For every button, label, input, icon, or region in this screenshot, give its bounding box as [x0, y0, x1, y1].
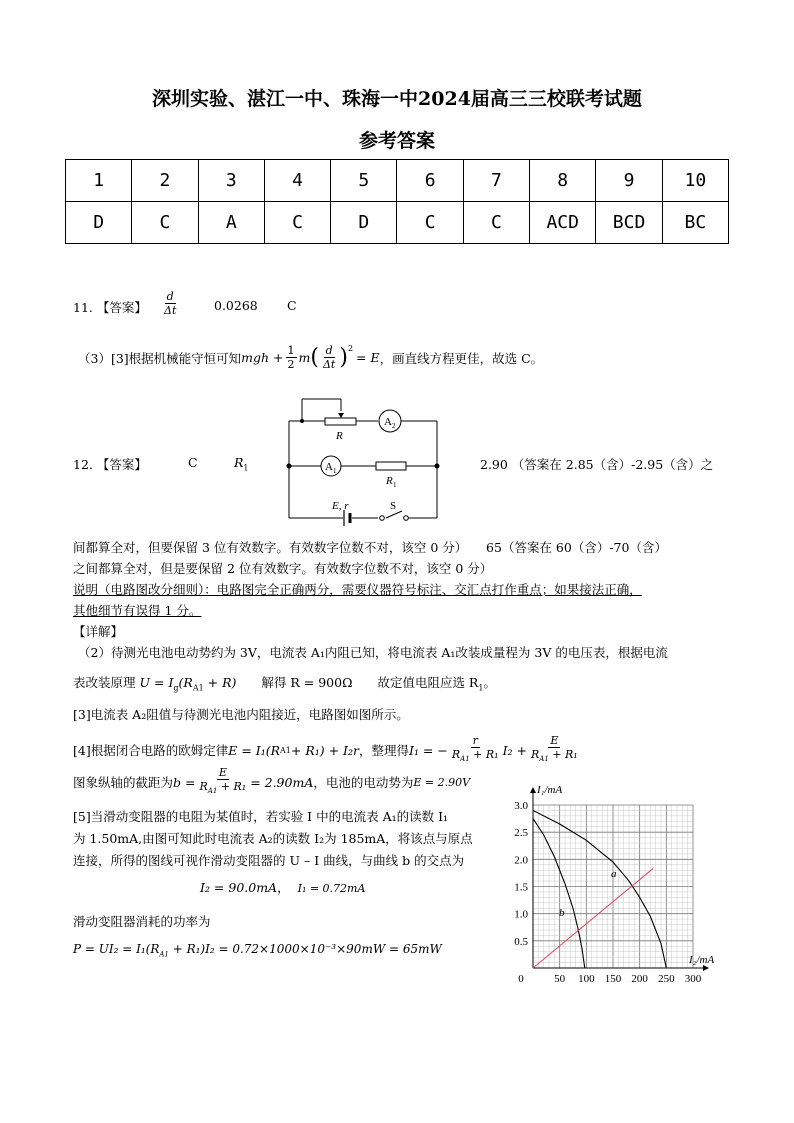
svg-text:1: 1: [333, 467, 337, 475]
answer-cell: D: [331, 202, 397, 244]
series-label-b: b: [559, 907, 565, 920]
label-A1: A: [325, 461, 333, 473]
q12-answer2: $R_1$: [234, 455, 249, 473]
answer-cell: D: [66, 202, 132, 244]
answer-cell: BC: [662, 202, 728, 244]
question-number-cell: 1: [66, 160, 132, 202]
answer-cell: A: [198, 202, 264, 244]
detail-line8: 连接，所得的图线可视作滑动变阻器的 U – I 曲线，与曲线 b 的交点为: [73, 853, 465, 868]
q11-answer1: $\frac{d}{\Delta t}$: [164, 290, 177, 317]
detail-heading: 【详解】: [73, 624, 124, 639]
answer-cell: C: [264, 202, 330, 244]
series-line-ui: [533, 869, 653, 968]
y-tick-label: 0.5: [514, 935, 528, 948]
table-row-answers: [66, 202, 729, 244]
x-tick-label: 150: [604, 973, 622, 985]
question-number-cell: 8: [530, 160, 596, 202]
i1-i2-chart: [500, 770, 750, 985]
q12-answer1: C: [188, 455, 198, 470]
circuit-diagram: [280, 392, 445, 528]
question-number-cell: 7: [463, 160, 529, 202]
q12-line3: 之间都算全对，但是要保留 2 位有效数字。有效数字位数不对，该空 0 分）: [73, 561, 493, 576]
detail-line1: （2）待测光电池电动势约为 3V，电流表 A₁内阻已知，将电流表 A₁改装成量程为 3V 的电压表，根据电流: [78, 645, 668, 660]
answers-table: [65, 159, 729, 244]
label-A2: A: [384, 416, 392, 428]
answer-cell: BCD: [596, 202, 662, 244]
q11-answer3: C: [287, 298, 297, 313]
detail-line11: $P = UI_2 = I_1(R_{A1} + R_1)I_2 = 0.72\times 1000\times 10^{-3}\times 90mW = 65mW$: [73, 942, 442, 959]
question-number-cell: 9: [596, 160, 662, 202]
question-number-cell: 3: [198, 160, 264, 202]
question-number-cell: 6: [397, 160, 463, 202]
answer-cell: C: [463, 202, 529, 244]
detail-line7: 为 1.50mA,由图可知此时电流表 A₂的读数 I₂为 185mA，将该点与原点: [73, 831, 473, 846]
svg-text:2: 2: [392, 422, 396, 430]
x-tick-label: 0: [518, 973, 524, 985]
q11-answer2: 0.0268: [214, 298, 258, 313]
answer-cell: C: [397, 202, 463, 244]
y-axis-label: I₁/mA: [537, 784, 563, 796]
y-tick-label: 2.0: [514, 854, 528, 867]
x-tick-label: 200: [631, 973, 648, 985]
question-number-cell: 4: [264, 160, 330, 202]
y-axis-arrow: [530, 787, 536, 793]
label-R: R: [336, 430, 343, 442]
page-subtitle: 参考答案: [358, 130, 435, 152]
label-S: S: [390, 500, 397, 512]
detail-line9: I₂ = 90.0mA， I₁ = 0.72mA: [200, 880, 366, 895]
answer-cell: ACD: [530, 202, 596, 244]
x-axis-label: I₂/mA: [689, 954, 715, 966]
page-title: 深圳实验、湛江一中、珠海一中2024届高三三校联考试题: [152, 88, 642, 110]
q11-explanation: （3）[3]根据机械能守恒可知 mgh + $\frac{1}{2}$ m ( $\frac{d}{\Delta t}$ ) $^2$ = E ，画直线方程更佳，故选 C。: [78, 344, 544, 371]
q12-label: 12. 【答案】: [73, 457, 147, 472]
q12-note2: 其他细节有误得 1 分。: [73, 603, 202, 618]
y-tick-label: 2.5: [514, 827, 528, 840]
detail-line4: [4]根据闭合电路的欧姆定律 E = I₁(R A1 + R₁) + I₂r ，整理得 I₁ = − $\frac{r}{R_{A1} + R_1}$ I₂ + $\frac{E}{R_{A1} + R_1}$: [73, 734, 578, 764]
detail-line2: 表改装原理 $U = I_g(R_{A1} + R)$ 解得 R = 900Ω 故定值电阻应选 $R_1$。: [73, 675, 496, 693]
table-row-numbers: [66, 160, 729, 202]
answer-cell: C: [132, 202, 198, 244]
x-tick-label: 250: [658, 973, 675, 985]
x-tick-label: 50: [554, 973, 566, 985]
label-Er: E, r: [332, 500, 349, 512]
q12-line2: 间都算全对，但要保留 3 位有效数字。有效数字位数不对，该空 0 分） 65（答案在 60（含）-70（含）: [73, 540, 667, 555]
label-R1: R: [386, 475, 393, 487]
y-tick-label: 1.0: [514, 908, 528, 921]
series-label-a: a: [611, 868, 617, 881]
svg-text:1: 1: [393, 481, 397, 489]
y-tick-label: 3.0: [514, 800, 528, 812]
detail-line6: [5]当滑动变阻器的电阻为某值时，若实验 I 中的电流表 A₁的读数 I₁: [73, 809, 449, 824]
q12-note1: 说明（电路图改分细则）：电路图完全正确两分，需要仪器符号标注、交汇点打作重点；如果接法正确，: [73, 582, 642, 597]
question-number-cell: 2: [132, 160, 198, 202]
question-number-cell: 10: [662, 160, 728, 202]
detail-line5: 图象纵轴的截距为 b = $\frac{E}{R_{A1} + R_1}$ = 2.90mA ，电池的电动势为 E = 2.90V: [73, 766, 471, 796]
q11-label: 11. 【答案】: [73, 300, 147, 315]
q12-answer3: 2.90 （答案在 2.85（含）-2.95（含）之: [480, 457, 714, 472]
y-tick-label: 1.5: [514, 881, 528, 894]
x-tick-label: 100: [578, 973, 595, 985]
detail-line10: 滑动变阻器消耗的功率为: [73, 914, 211, 929]
series-line-a: [533, 810, 666, 968]
series-line-b: [533, 819, 585, 968]
x-tick-label: 300: [684, 973, 702, 985]
detail-line3: [3]电流表 A₂阻值与待测光电池内阻接近，电路图如图所示。: [73, 707, 409, 722]
question-number-cell: 5: [331, 160, 397, 202]
